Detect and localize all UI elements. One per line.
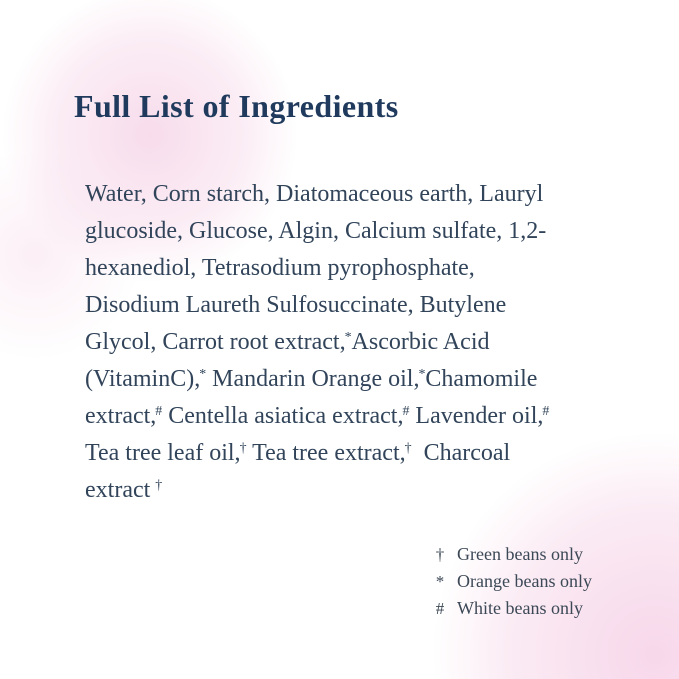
ingredients-line [85,213,549,250]
footnote-label: Green beans only [457,544,583,564]
ingredients-text [85,176,549,509]
footnote-marker: * [418,367,426,383]
footnote-marker: * [199,367,207,383]
ingredients-segment: hexanediol, Tetrasodium pyrophosphate, [85,255,475,281]
footnote-symbol: † [435,545,445,564]
ingredients-line [85,361,549,398]
ingredients-line [85,176,549,213]
ingredients-line [85,250,549,287]
footnote-marker: * [344,330,352,346]
footnote-marker: # [155,404,163,420]
ingredients-segment: Disodium Laureth Sulfosuccinate, Butylene [85,292,507,318]
footnote-label: Orange beans only [457,571,592,591]
footnotes-list [432,541,592,622]
footnote-symbol: * [435,572,445,591]
ingredients-segment: Glycol, Carrot root extract, [85,329,346,355]
ingredients-segment: Lavender oil, [409,403,544,429]
footnote-row [432,541,592,568]
footnote-marker: # [402,404,410,420]
footnote-label: White beans only [457,598,583,618]
ingredients-segment: Water, Corn starch, Diatomaceous earth, Lauryl [85,181,544,207]
ingredients-segment: Centella asiatica extract, [162,403,404,429]
ingredients-segment: extract, [85,403,157,429]
ingredients-segment: Chamomile [425,366,538,392]
footnote-marker: † [404,441,412,457]
ingredients-segment: Ascorbic Acid [351,329,490,355]
page-title: Full List of Ingredients [74,88,399,124]
ingredients-line [85,398,549,435]
footnote-row [432,568,592,595]
ingredients-line [85,435,549,472]
ingredients-segment: glucoside, Glucose, Algin, Calcium sulfate, 1,2- [85,218,547,244]
ingredients-line [85,472,549,509]
footnote-row [432,595,592,622]
ingredients-segment: extract [85,477,157,503]
ingredients-line [85,324,549,361]
ingredients-line [85,287,549,324]
footnote-symbol: # [435,599,445,618]
ingredients-segment: Mandarin Orange oil, [206,366,420,392]
ingredients-segment: Charcoal [411,440,511,466]
footnote-marker: † [155,478,163,494]
ingredients-segment: (VitaminC), [85,366,201,392]
footnote-marker: # [542,404,550,420]
ingredients-segment: Tea tree extract, [246,440,406,466]
footnote-marker: † [239,441,247,457]
ingredients-segment: Tea tree leaf oil, [85,440,241,466]
